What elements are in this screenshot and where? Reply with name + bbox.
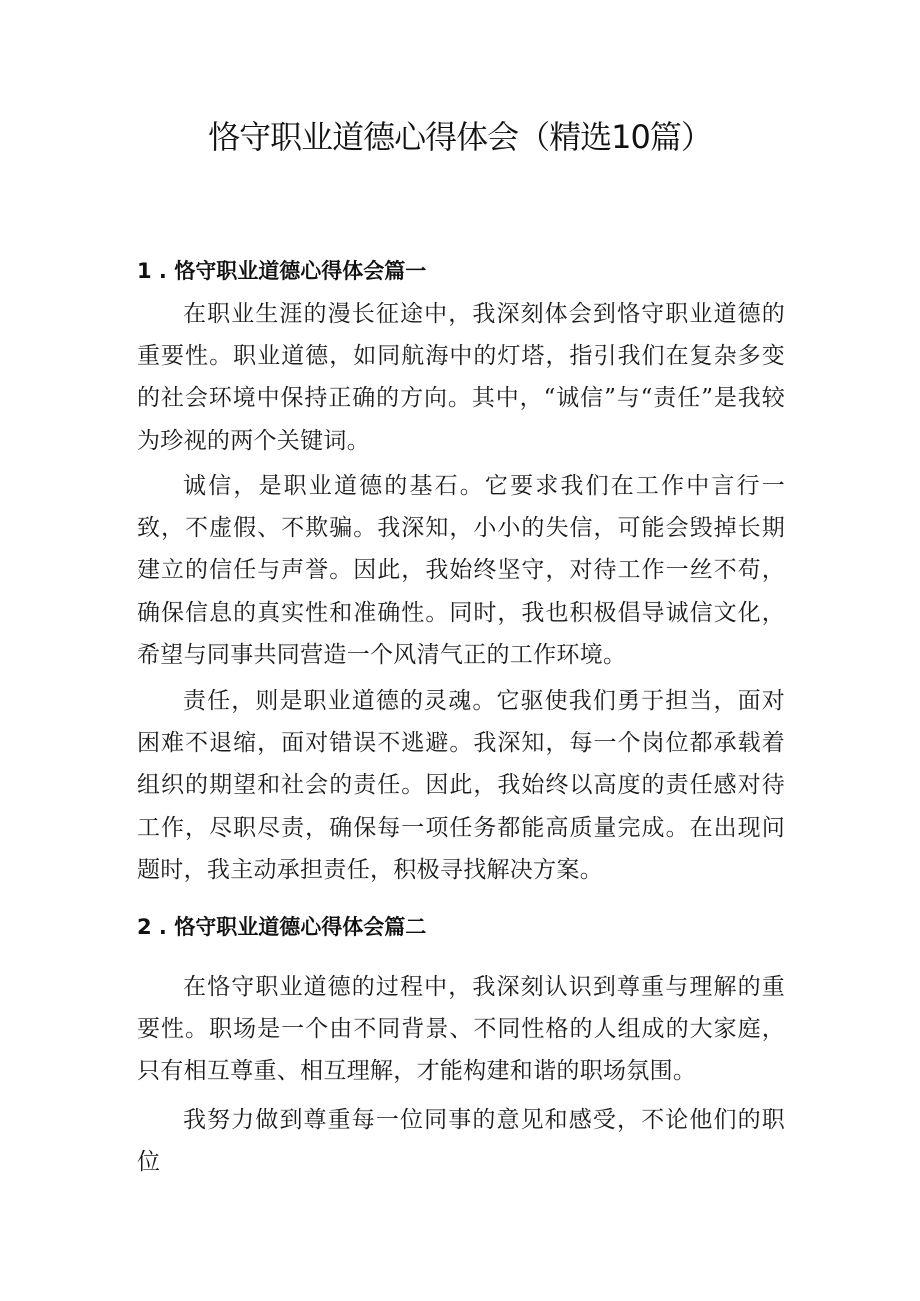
section-1-heading: 1 . 恪守职业道德心得体会篇一 bbox=[137, 259, 427, 283]
section-1-paragraph-2: 诚信，是职业道德的基石。它要求我们在工作中言行一致，不虚假、不欺骗。我深知，小小的失信，可能会毁掉长期建立的信任与声誉。因此，我始终坚守，对待工作一丝不苟，确保信息的真实性和准确性。同时，我也积极倡导诚信文化，希望与同事共同营造一个风清气正的工作环境。 bbox=[137, 473, 785, 668]
section-1-paragraph-1: 在职业生涯的漫长征途中，我深刻体会到恪守职业道德的重要性。职业道德，如同航海中的灯塔，指引我们在复杂多变的社会环境中保持正确的方向。其中，“诚信”与“责任”是我较为珍视的两个关键词。 bbox=[137, 301, 785, 454]
section-2-heading: 2 . 恪守职业道德心得体会篇二 bbox=[137, 915, 427, 939]
section-1-paragraph-3: 责任，则是职业道德的灵魂。它驱使我们勇于担当，面对困难不退缩，面对错误不逃避。我深知，每一个岗位都承载着组织的期望和社会的责任。因此，我始终以高度的责任感对待工作，尽职尽责，确保每一项任务都能高质量完成。在出现问题时，我主动承担责任，积极寻找解决方案。 bbox=[137, 688, 785, 883]
section-2-paragraph-2: 我努力做到尊重每一位同事的意见和感受，不论他们的职位 bbox=[137, 1107, 785, 1176]
document-title: 恪守职业道德心得体会（精选10篇） bbox=[208, 118, 712, 156]
section-2-paragraph-1: 在恪守职业道德的过程中，我深刻认识到尊重与理解的重要性。职场是一个由不同背景、不同性格的人组成的大家庭，只有相互尊重、相互理解，才能构建和谐的职场氛围。 bbox=[137, 974, 785, 1085]
